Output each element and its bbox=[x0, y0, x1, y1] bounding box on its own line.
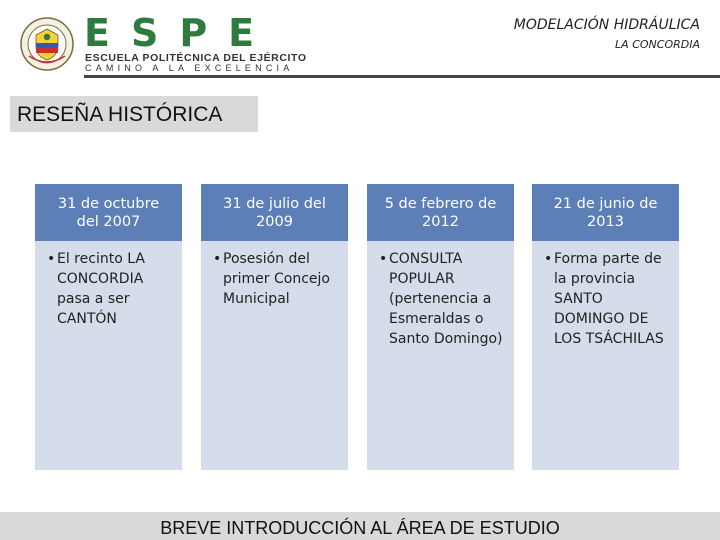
timeline-body bbox=[367, 241, 514, 470]
timeline-date: 31 de julio del 2009 bbox=[201, 184, 348, 241]
timeline-event-text: Posesión del primer Concejo Municipal bbox=[223, 251, 330, 307]
timeline-column bbox=[201, 184, 348, 470]
header-divider bbox=[84, 75, 720, 78]
bullet-icon: • bbox=[544, 251, 553, 267]
logo-letters: ESPE bbox=[84, 11, 276, 55]
timeline-body bbox=[35, 241, 182, 470]
timeline-date: 5 de febrero de 2012 bbox=[367, 184, 514, 241]
timeline-event-text: Forma parte de la provincia SANTO DOMINGO DE LOS TSÁCHILAS bbox=[554, 251, 664, 347]
timeline-bullet bbox=[544, 249, 669, 349]
header-subtitle: LA CONCORDIA bbox=[615, 38, 700, 51]
timeline-date: 21 de junio de 2013 bbox=[532, 184, 679, 241]
timeline-column bbox=[35, 184, 182, 470]
footer-title: BREVE INTRODUCCIÓN AL ÁREA DE ESTUDIO bbox=[160, 518, 560, 538]
header-title: MODELACIÓN HIDRÁULICA bbox=[513, 17, 700, 33]
logo-school-name: ESCUELA POLITÉCNICA DEL EJÉRCITO bbox=[85, 52, 307, 64]
bullet-icon: • bbox=[213, 251, 222, 267]
timeline-column bbox=[532, 184, 679, 470]
timeline-event-text: CONSULTA POPULAR (pertenencia a Esmeraldas o Santo Domingo) bbox=[389, 251, 503, 347]
timeline-bullet bbox=[379, 249, 504, 349]
timeline-event-text: El recinto LA CONCORDIA pasa a ser CANTÓN bbox=[57, 251, 145, 327]
timeline-body bbox=[532, 241, 679, 470]
bullet-icon: • bbox=[47, 251, 56, 267]
espe-seal-icon bbox=[20, 16, 74, 72]
logo-motto: CAMINO A LA EXCELENCIA bbox=[85, 63, 294, 73]
timeline-body bbox=[201, 241, 348, 470]
timeline-bullet bbox=[47, 249, 172, 329]
timeline-date: 31 de octubre del 2007 bbox=[35, 184, 182, 241]
bullet-icon: • bbox=[379, 251, 388, 267]
timeline-column bbox=[367, 184, 514, 470]
timeline-bullet bbox=[213, 249, 338, 309]
section-title: RESEÑA HISTÓRICA bbox=[10, 96, 258, 132]
